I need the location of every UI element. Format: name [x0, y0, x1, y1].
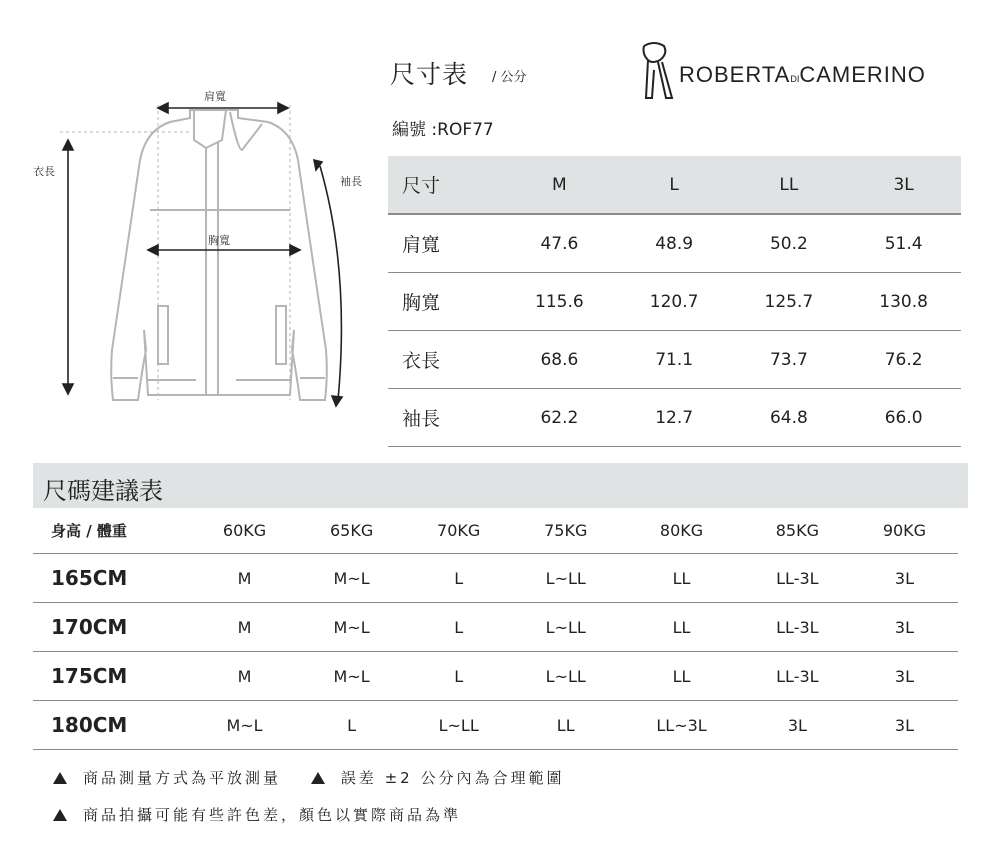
table-cell: L~LL — [405, 701, 512, 750]
table-cell: L — [405, 652, 512, 701]
table-row — [388, 214, 961, 273]
triangle-bullet-icon — [53, 772, 67, 784]
table-row — [388, 389, 961, 447]
chest-width-label: 胸寬 — [208, 234, 230, 247]
height-label: 165CM — [33, 554, 191, 603]
table-cell: 64.8 — [732, 389, 847, 447]
table-cell: LL-3L — [744, 652, 851, 701]
shoulder-width-label: 肩寬 — [204, 90, 226, 103]
table-cell: LL — [512, 701, 619, 750]
table-cell: LL — [619, 652, 744, 701]
table-cell: 47.6 — [502, 214, 617, 273]
unit-label: / 公分 — [492, 70, 527, 85]
table-cell: 3L — [744, 701, 851, 750]
note-line-1: 商品測量方式為平放測量 誤差 ±2 公分內為合理範圍 — [53, 767, 564, 788]
table-cell: LL — [619, 554, 744, 603]
table-cell: 68.6 — [502, 331, 617, 389]
height-weight-label: 身高 / 體重 — [33, 508, 191, 554]
size-chart-title: 尺寸表 — [390, 60, 469, 89]
table-row — [388, 273, 961, 331]
height-label: 180CM — [33, 701, 191, 750]
table-cell: LL~3L — [619, 701, 744, 750]
weight-column-header: 90KG — [851, 508, 958, 554]
table-cell: 48.9 — [617, 214, 732, 273]
table-cell: L — [298, 701, 405, 750]
table-cell: 76.2 — [846, 331, 961, 389]
table-cell: 62.2 — [502, 389, 617, 447]
weight-column-header: 60KG — [191, 508, 298, 554]
table-cell: L~LL — [512, 603, 619, 652]
triangle-bullet-icon — [53, 809, 67, 821]
weight-column-header: 85KG — [744, 508, 851, 554]
table-cell: 73.7 — [732, 331, 847, 389]
size-column-header: M — [502, 156, 617, 214]
row-label: 肩寬 — [388, 214, 502, 273]
table-cell: 130.8 — [846, 273, 961, 331]
brand-name: ROBERTADICAMERINO — [679, 62, 926, 87]
height-label: 170CM — [33, 603, 191, 652]
table-cell: LL — [619, 603, 744, 652]
table-cell: 3L — [851, 603, 958, 652]
weight-column-header: 80KG — [619, 508, 744, 554]
jacket-measurement-diagram — [0, 70, 380, 420]
table-cell: 51.4 — [846, 214, 961, 273]
table-cell: M~L — [298, 554, 405, 603]
recommend-header-bar — [33, 463, 968, 508]
table-row — [33, 652, 958, 701]
table-cell: L~LL — [512, 652, 619, 701]
table-cell: L~LL — [512, 554, 619, 603]
table-cell: L — [405, 554, 512, 603]
weight-column-header: 70KG — [405, 508, 512, 554]
table-row — [388, 331, 961, 389]
table-cell: 120.7 — [617, 273, 732, 331]
sleeve-length-label: 袖長 — [340, 175, 362, 188]
scarf-r-logo-icon — [636, 40, 674, 102]
table-cell: M~L — [191, 701, 298, 750]
size-table — [388, 156, 961, 447]
table-cell: 3L — [851, 701, 958, 750]
size-header-label: 尺寸 — [388, 156, 502, 214]
weight-column-header: 75KG — [512, 508, 619, 554]
row-label: 袖長 — [388, 389, 502, 447]
table-cell: 66.0 — [846, 389, 961, 447]
recommend-title: 尺碼建議表 — [43, 477, 163, 505]
recommend-header-row — [33, 508, 958, 554]
triangle-bullet-icon — [311, 772, 325, 784]
table-row — [33, 554, 958, 603]
weight-column-header: 65KG — [298, 508, 405, 554]
table-cell: M — [191, 603, 298, 652]
size-column-header: LL — [732, 156, 847, 214]
table-cell: L — [405, 603, 512, 652]
table-cell: M~L — [298, 603, 405, 652]
body-length-label: 衣長 — [33, 165, 55, 178]
table-cell: M~L — [298, 652, 405, 701]
table-row — [33, 701, 958, 750]
table-cell: 71.1 — [617, 331, 732, 389]
table-cell: 115.6 — [502, 273, 617, 331]
row-label: 衣長 — [388, 331, 502, 389]
table-cell: LL-3L — [744, 603, 851, 652]
table-row — [33, 603, 958, 652]
size-column-header: L — [617, 156, 732, 214]
model-number: 編號 :ROF77 — [392, 120, 494, 140]
table-cell: 50.2 — [732, 214, 847, 273]
row-label: 胸寬 — [388, 273, 502, 331]
table-cell: 12.7 — [617, 389, 732, 447]
size-table-header-row — [388, 156, 961, 214]
table-cell: M — [191, 554, 298, 603]
table-cell: LL-3L — [744, 554, 851, 603]
note-line-2: 商品拍攝可能有些許色差，顏色以實際商品為準 — [53, 804, 461, 825]
table-cell: 3L — [851, 554, 958, 603]
height-label: 175CM — [33, 652, 191, 701]
recommend-table — [33, 508, 958, 750]
size-column-header: 3L — [846, 156, 961, 214]
table-cell: 3L — [851, 652, 958, 701]
table-cell: M — [191, 652, 298, 701]
table-cell: 125.7 — [732, 273, 847, 331]
